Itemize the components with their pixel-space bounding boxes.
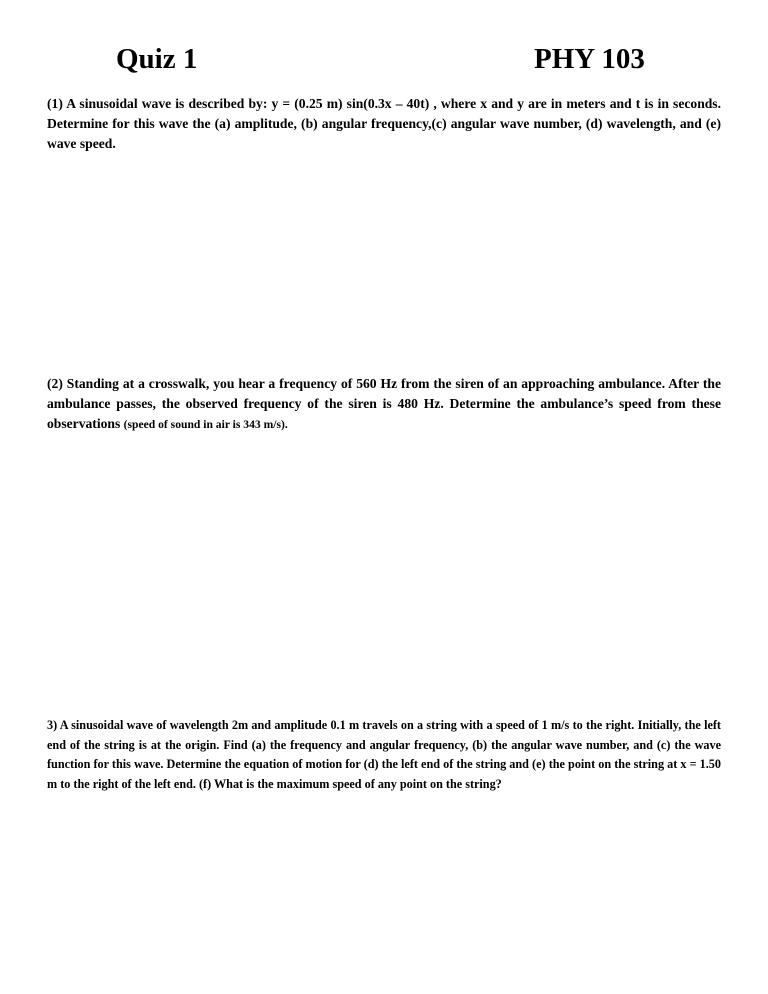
quiz-title: Quiz 1 bbox=[116, 43, 198, 75]
question-2 bbox=[47, 374, 721, 435]
course-code: PHY 103 bbox=[534, 43, 645, 75]
question-3: 3) A sinusoidal wave of wavelength 2m and amplitude 0.1 m travels on a string with a speed of 1 m/s to the right. Initially, the left end of the string is at the origin. Find (a) the frequency and angular frequency, (b) the angular wave number, and (c) the wave function for this wave. Determine the equation of motion for (d) the left end of the string and (e) the point on the string at x = 1.50 m to the right of the left end. (f) What is the maximum speed of any point on the string? bbox=[47, 718, 721, 791]
question-2-note: (speed of sound in air is 343 m/s). bbox=[123, 418, 288, 431]
question-1: (1) A sinusoidal wave is described by: y = (0.25 m) sin(0.3x – 40t) , where x and y are in meters and t is in seconds. Determine for this wave the (a) amplitude, (b) angular frequency,(c) angular wave number, (d) wavelength, and (e) wave speed. bbox=[47, 96, 721, 151]
question-2-text: (2) Standing at a crosswalk, you hear a frequency of 560 Hz from the siren of an approaching ambulance. After the ambulance passes, the observed frequency of the siren is 480 Hz. Determine the ambulance’s speed from these observations bbox=[47, 376, 721, 431]
